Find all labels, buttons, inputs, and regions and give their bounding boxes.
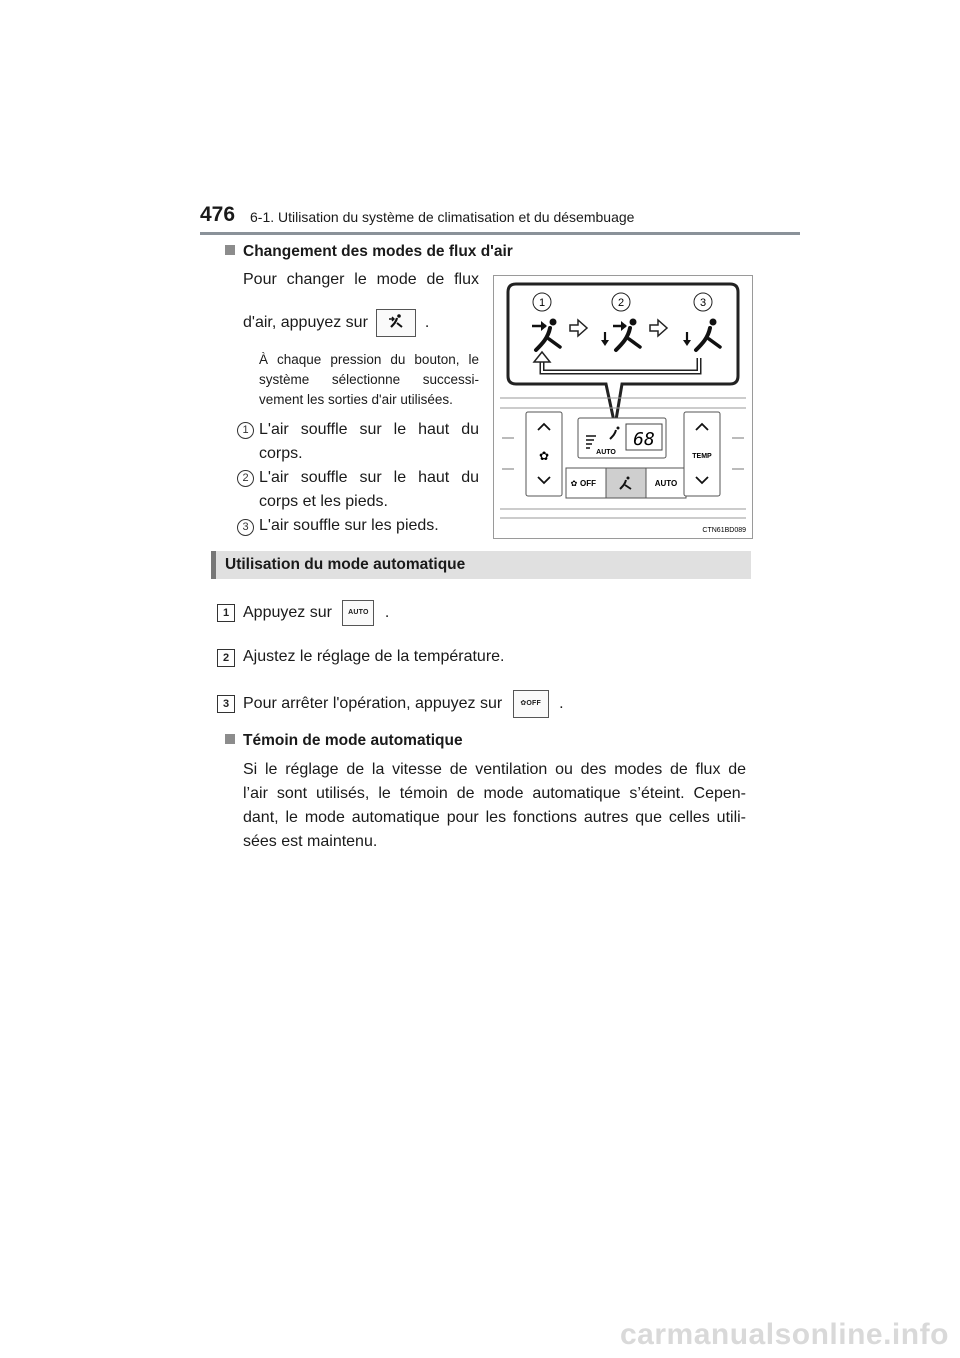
- square-bullet-icon: [225, 245, 235, 255]
- indicator-heading: [225, 732, 463, 750]
- mode-button: [606, 468, 646, 498]
- airflow-note: [259, 350, 479, 410]
- step-num-2: 2: [217, 649, 235, 667]
- display-temperature: 68: [633, 429, 655, 450]
- band-accent: [211, 551, 216, 579]
- page-number: 476: [200, 203, 236, 226]
- airflow-mode-button-icon: [376, 309, 416, 337]
- auto-button-icon: [342, 600, 374, 626]
- square-bullet-icon-2: [225, 734, 235, 744]
- off-button-icon-text: OFF: [526, 700, 541, 707]
- list-num-2: 2: [237, 470, 254, 487]
- list-num-3: 3: [237, 519, 254, 536]
- callout-num-2: 2: [617, 297, 625, 309]
- airflow-heading-text: Changement des modes de flux d'air: [243, 243, 513, 260]
- auto-section-title: Utilisation du mode automatique: [225, 556, 466, 573]
- step-3-period: .: [559, 695, 564, 713]
- figure-code: CTN61BD089: [702, 527, 746, 534]
- airflow-intro-text: d'air, appuyez sur: [243, 314, 368, 332]
- indicator-line-2: l’air sont utilisés, le témoin de mode automatique s’éteint. Cepen-: [243, 785, 746, 802]
- step-num-3: 3: [217, 695, 235, 713]
- indicator-heading-text: Témoin de mode automatique: [243, 732, 463, 749]
- indicator-line-3: dant, le mode automatique pour les fonctions autres que celles utili-: [243, 809, 746, 826]
- step-3: [243, 690, 564, 718]
- step-1-text: Appuyez sur: [243, 604, 332, 622]
- list-num-1: 1: [237, 422, 254, 439]
- note-line-3: vement les sorties d'air utilisées.: [259, 392, 453, 407]
- list-item-2: [259, 466, 479, 514]
- airflow-intro-line1: Pour changer le mode de flux: [243, 271, 479, 288]
- callout-num-3: 3: [699, 297, 707, 309]
- airflow-mode-icon: [377, 310, 415, 336]
- section-title: 6-1. Utilisation du système de climatisation et du désembuage: [250, 209, 635, 225]
- list-item-1: [259, 418, 479, 466]
- airflow-heading: [225, 243, 513, 261]
- temp-label: TEMP: [692, 453, 712, 460]
- step-3-text: Pour arrêter l'opération, appuyez sur: [243, 695, 503, 713]
- auto-button-label: AUTO: [654, 479, 678, 488]
- list-item-1-line2: corps.: [259, 445, 303, 462]
- step-1-period: .: [384, 604, 390, 622]
- list-item-3: L'air souffle sur les pieds.: [259, 517, 439, 534]
- note-line-1: À chaque pression du bouton, le: [259, 352, 479, 367]
- airflow-intro-line2: [243, 309, 483, 337]
- list-item-1-line1: L'air souffle sur le haut du: [259, 421, 479, 438]
- off-fan-icon: ✿: [570, 479, 578, 488]
- step-2: Ajustez le réglage de la température.: [243, 648, 505, 665]
- airflow-intro-period: .: [424, 314, 430, 332]
- indicator-paragraph: [243, 758, 746, 854]
- climate-panel-illustration: [494, 276, 752, 538]
- step-num-1: 1: [217, 604, 235, 622]
- off-button-icon: [513, 690, 549, 718]
- list-item-2-line2: corps et les pieds.: [259, 493, 388, 510]
- callout-num-1: 1: [538, 297, 546, 309]
- indicator-line-1: Si le réglage de la vitesse de ventilation ou des modes de flux de: [243, 761, 746, 778]
- auto-button-icon-label: AUTO: [348, 609, 369, 616]
- note-line-2: système sélectionne successi-: [259, 372, 479, 387]
- step-1: [243, 600, 389, 626]
- list-item-2-line1: L'air souffle sur le haut du: [259, 469, 479, 486]
- display-auto: AUTO: [596, 449, 616, 456]
- header-rule: [200, 232, 800, 235]
- watermark: carmanualsonline.info: [620, 1318, 949, 1351]
- off-button-icon-label: ✿OFF: [520, 700, 541, 707]
- indicator-line-4: sées est maintenu.: [243, 833, 378, 850]
- fan-icon: ✿: [538, 449, 550, 463]
- section-band: [211, 551, 751, 579]
- climate-panel-figure: [493, 275, 753, 539]
- off-button-label: OFF: [580, 479, 596, 488]
